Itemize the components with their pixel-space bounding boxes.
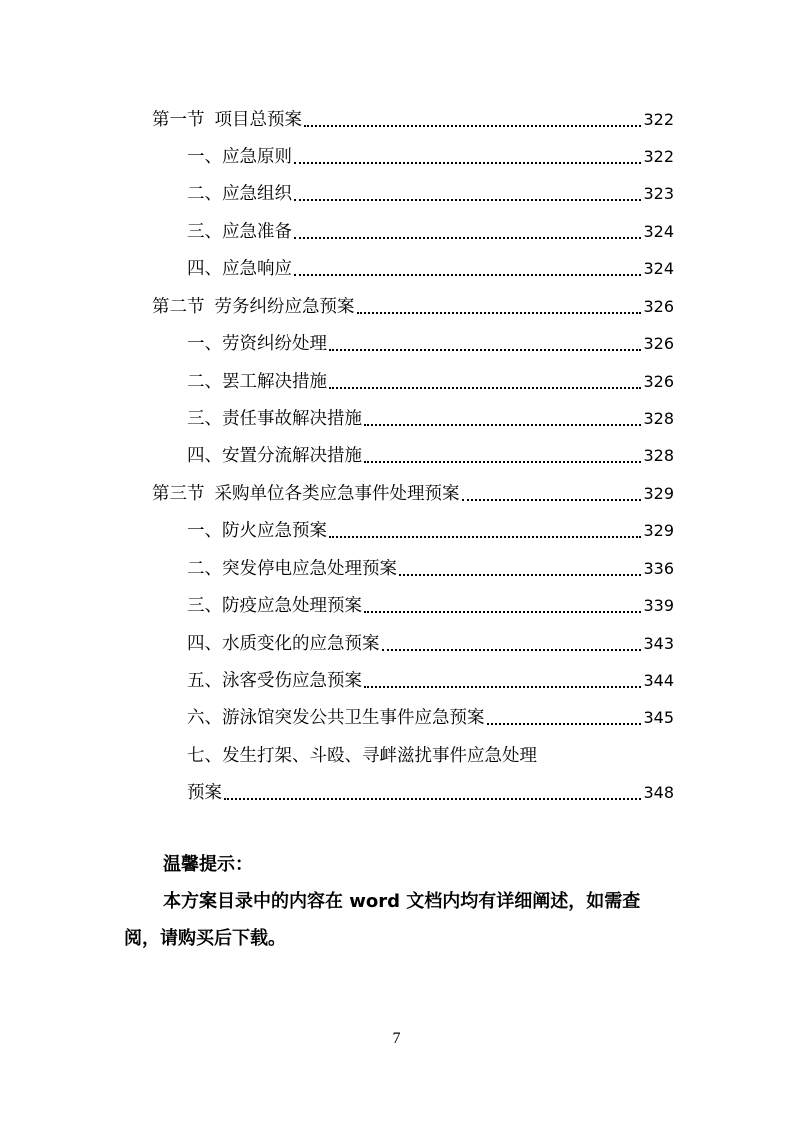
- toc-page-number: 328: [643, 446, 674, 465]
- toc-leader-dots: [487, 722, 642, 725]
- toc-entry[interactable]: [187, 404, 674, 434]
- toc-entry-label: 一、应急原则: [187, 147, 292, 167]
- toc-entry-label: 四、水质变化的应急预案: [187, 634, 380, 654]
- toc-entry-label: 二、应急组织: [187, 184, 292, 204]
- page-number: 7: [392, 1030, 401, 1047]
- toc-page-number: 336: [643, 559, 674, 578]
- toc-entry[interactable]: [187, 179, 674, 209]
- toc-entry-label: 七、发生打架、斗殴、寻衅滋扰事件应急处理: [187, 746, 537, 766]
- toc-entry-label: 第一节 项目总预案: [152, 110, 302, 130]
- toc-entry[interactable]: [187, 441, 674, 471]
- toc-entry[interactable]: [187, 217, 674, 247]
- toc-leader-dots: [364, 460, 641, 463]
- toc-page-number: 329: [643, 521, 674, 540]
- toc-leader-dots: [364, 610, 641, 613]
- toc-page-number: 322: [643, 110, 674, 129]
- toc-entry-section-3[interactable]: [152, 479, 674, 509]
- toc-leader-dots: [357, 311, 642, 314]
- toc-leader-dots: [364, 423, 641, 426]
- toc-page-number: 324: [643, 259, 674, 278]
- toc-entry[interactable]: [187, 591, 674, 621]
- toc-page-number: 348: [643, 783, 674, 802]
- toc-leader-dots: [304, 124, 641, 127]
- toc-page-number: 344: [643, 671, 674, 690]
- toc-leader-dots: [364, 685, 641, 688]
- toc-entry-label: 三、应急准备: [187, 222, 292, 242]
- toc-page-number: 324: [643, 222, 674, 241]
- toc-entry-label: 四、安置分流解决措施: [187, 446, 362, 466]
- toc-page-number: 326: [643, 334, 674, 353]
- toc-page-number: 326: [643, 297, 674, 316]
- toc-leader-dots: [382, 648, 642, 651]
- toc-entry-label-continued: 预案: [187, 783, 222, 803]
- toc-entry-label: 六、游泳馆突发公共卫生事件应急预案: [187, 708, 485, 728]
- toc-leader-dots: [294, 198, 641, 201]
- toc-entry[interactable]: [187, 554, 674, 584]
- toc-entry[interactable]: [187, 254, 674, 284]
- toc-entry-label: 一、劳资纠纷处理: [187, 334, 327, 354]
- toc-entry-label: 四、应急响应: [187, 259, 292, 279]
- toc-entry-section-2[interactable]: [152, 292, 674, 322]
- toc-entry-label: 五、泳客受伤应急预案: [187, 671, 362, 691]
- toc-leader-dots: [462, 498, 642, 501]
- toc-leader-dots: [294, 273, 641, 276]
- toc-entry[interactable]: [187, 142, 674, 172]
- toc-entry-label: 第三节 采购单位各类应急事件处理预案: [152, 484, 460, 504]
- toc-entry-label: 二、突发停电应急处理预案: [187, 559, 397, 579]
- toc-page-number: 329: [643, 484, 674, 503]
- toc-entry-label: 二、罢工解决措施: [187, 372, 327, 392]
- toc-leader-dots: [294, 236, 641, 239]
- toc-entry-label: 第二节 劳务纠纷应急预案: [152, 297, 355, 317]
- toc-page-number: 326: [643, 372, 674, 391]
- toc-entry[interactable]: [187, 329, 674, 359]
- toc-entry[interactable]: [187, 629, 674, 659]
- toc-entry[interactable]: [187, 367, 674, 397]
- toc-entry-label: 三、防疫应急处理预案: [187, 596, 362, 616]
- toc-entry-multiline[interactable]: [187, 741, 674, 771]
- toc-page-number: 323: [643, 184, 674, 203]
- toc-entry[interactable]: [187, 516, 674, 546]
- toc-entry-label: 一、防火应急预案: [187, 521, 327, 541]
- toc-entry-section-1[interactable]: [152, 105, 674, 135]
- toc-leader-dots: [294, 161, 641, 164]
- notice-body: 本方案目录中的内容在 word 文档内均有详细阐述，如需查阅，请购买后下载。: [124, 891, 641, 949]
- toc-entry[interactable]: [187, 666, 674, 696]
- toc-page-number: 328: [643, 409, 674, 428]
- notice-block: [124, 846, 674, 957]
- toc-page-number: 345: [643, 708, 674, 727]
- toc-page-number: 322: [643, 147, 674, 166]
- toc-leader-dots: [329, 535, 641, 538]
- toc-entry-continuation[interactable]: [187, 778, 674, 808]
- toc-leader-dots: [224, 797, 641, 800]
- toc-page-number: 343: [643, 634, 674, 653]
- toc-entry-label: 三、责任事故解决措施: [187, 409, 362, 429]
- toc-leader-dots: [329, 348, 641, 351]
- toc-leader-dots: [399, 573, 641, 576]
- notice-title: 温馨提示：: [163, 854, 253, 875]
- toc-page-number: 339: [643, 596, 674, 615]
- toc-leader-dots: [329, 386, 641, 389]
- toc-entry[interactable]: [187, 703, 674, 733]
